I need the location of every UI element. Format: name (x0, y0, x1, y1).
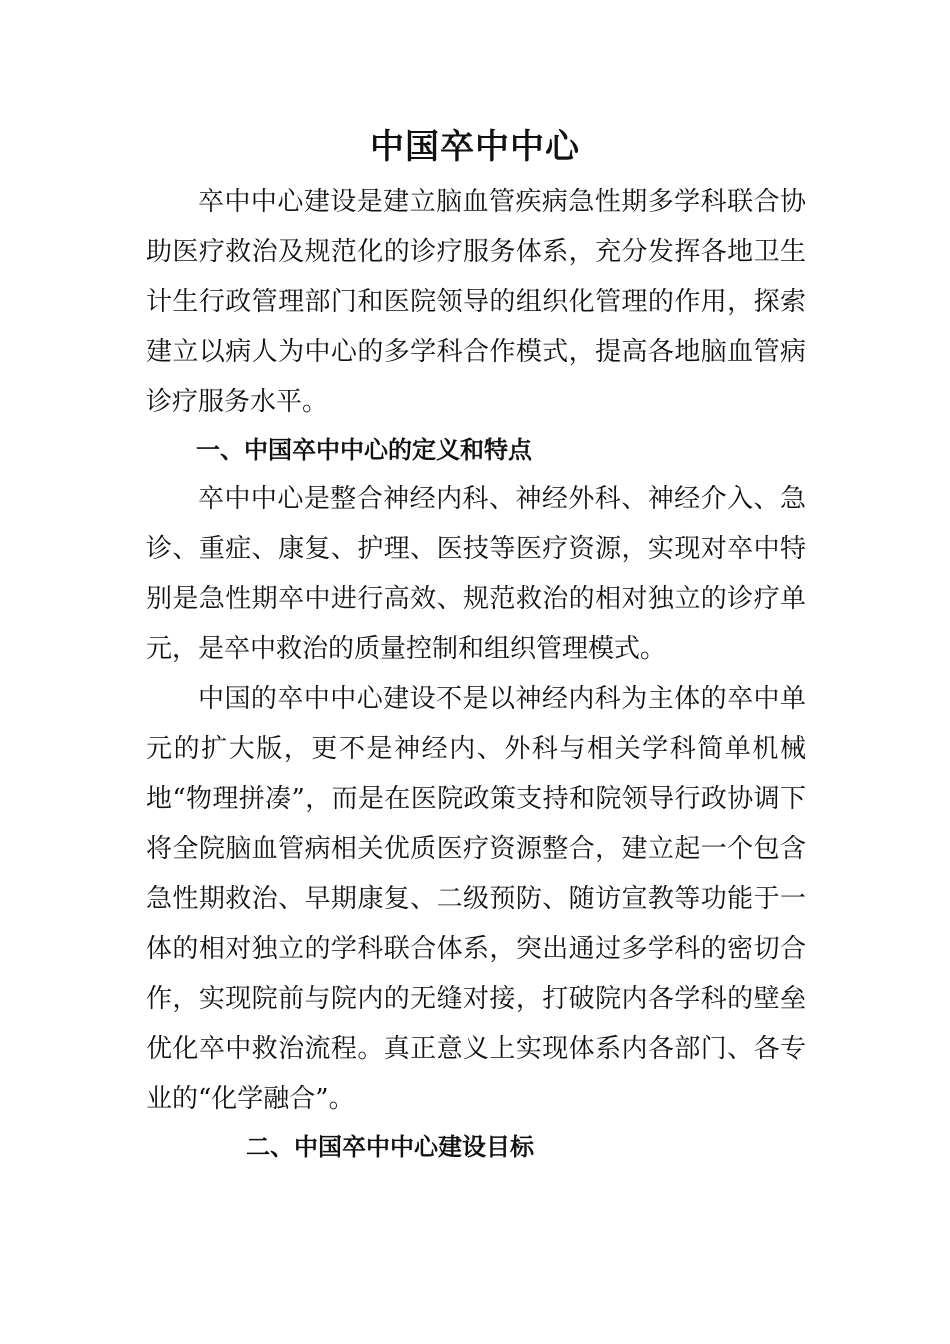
definition-paragraph: 卒中中心是整合神经内科、神经外科、神经介入、急诊、重症、康复、护理、医技等医疗资源，实现对卒中特别是急性期卒中进行高效、规范救治的相对独立的诊疗单元，是卒中救治的质量控制和组织管理模式。 (146, 484, 806, 664)
characteristics-paragraph: 中国的卒中中心建设不是以神经内科为主体的卒中单元的扩大版，更不是神经内、外科与相关学科简单机械地“物理拼凑”，而是在医院政策支持和院领导行政协调下将全院脑血管病相关优质医疗资源整合，建立起一个包含急性期救治、早期康复、二级预防、随访宣教等功能于一体的相对独立的学科联合体系，突出通过多学科的密切合作，实现院前与院内的无缝对接，打破院内各学科的壁垒优化卒中救治流程。真正意义上实现体系内各部门、各专业的“化学融合”。 (146, 684, 806, 1114)
document-title: 中国卒中中心 (370, 127, 580, 167)
section-heading-definition: 一、中国卒中中心的定义和特点 (196, 436, 532, 464)
intro-paragraph: 卒中中心建设是建立脑血管疾病急性期多学科联合协助医疗救治及规范化的诊疗服务体系，充分发挥各地卫生计生行政管理部门和医院领导的组织化管理的作用，探索建立以病人为中心的多学科合作模式，提高各地脑血管病诊疗服务水平。 (146, 187, 806, 417)
section-heading-goals: 二、中国卒中中心建设目标 (246, 1133, 534, 1161)
